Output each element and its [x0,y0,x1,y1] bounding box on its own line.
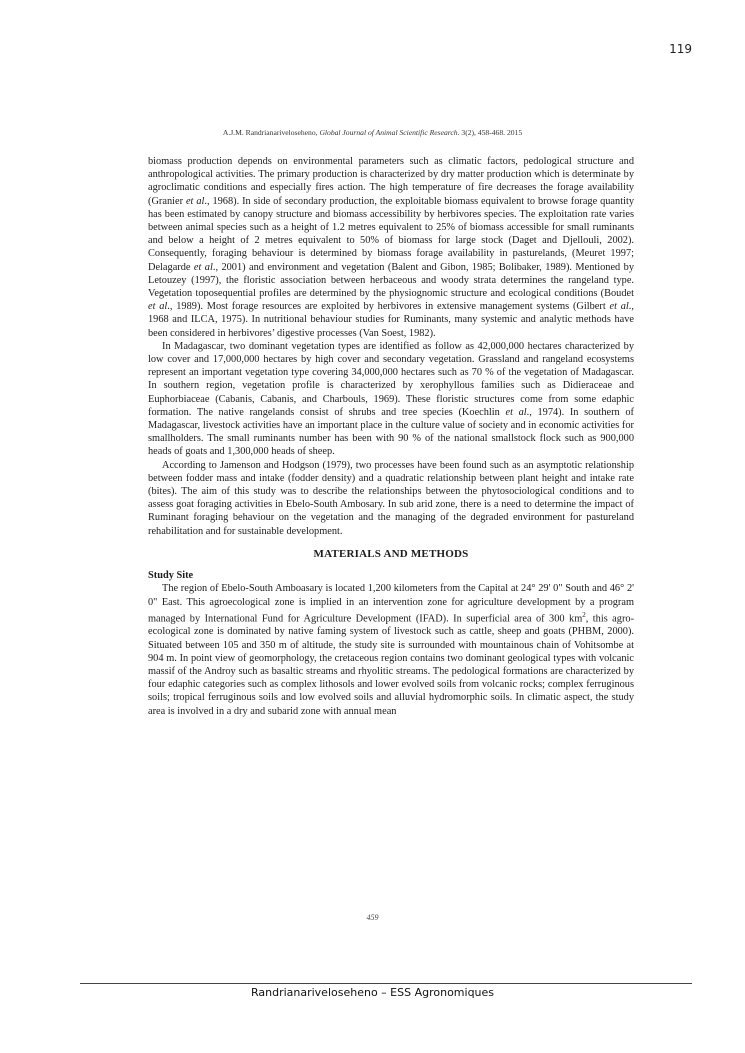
text-run: The region of Ebelo-South Amboasary is located 1,200 kilometers from the Capital at 24° 29' 0" South and 46° 2' 0" East. This agroecological zone is implied in an intervention zone for agriculture development by a program managed by International Fund for Agriculture Development (IFAD). In superficial area of 300 km [148,583,634,625]
footer-text: Randrianarivelоseheno – ESS Agronomiques [250,986,495,999]
italic-run: et al [609,301,629,313]
article-body [148,155,634,718]
paragraph-aim: According to Jamenson and Hodgson (1979), two processes have been found such as an asymptotic relationship between fodder mass and intake (fodder density) and a quadratic relationship between plant height and intake rate (bites). The aim of this study was to describe the relationships between the phytosociological conditions and to assess goat foraging activities in Ebelo-South Ambosary. In sub arid zone, there is a need to determine the impact of Ruminant foraging behaviour on the vegetation and the managing of the degraded environment for pastureland rehabilitation and for sustainable development. [148,459,634,537]
text-run: ., 1974). In southern of Madagascar, livestock activities have an important place in the culture value of society and in economic activities for smallholders. The small ruminants number has been with 90 % of the national smallstock flock such as 900,000 heads of goats and 1,300,000 heads of sheep. [148,406,634,458]
italic-run: et al [148,301,168,313]
subsection-heading: Study Site [148,570,194,582]
italic-run: et al [193,261,213,273]
italic-run: et al [185,195,205,207]
text-run: , this agro-ecological zone is dominated by native faming system of livestock such as cattle, sheep and goats (PHBM, 2000). Situated between 105 and 350 m of altitude, the study site is surrounded with mountainous chain of Vohitsombe at 904 m. In point view of geomorphology, the cretaceous region contains two dominant geological types with volcanic massif of the Androy such as basaltic streams and rhyolitic streams. The pedological formations are characterized by four edaphic categories such as complex lithosols and lower evolved soils from volcanic rocks; complex ferruginous soils; tropical ferruginous soils and low evolved soils and alluvial hydromorphic soils. In climatic aspect, the study area is involved in a dry and subarid zone with annual mean [148,613,635,717]
paragraph-madagascar [148,340,634,459]
text-run: ., 1968 and ILCA, 1975). In nutritional behaviour studies for Ruminants, many systemic and analytic methods have been considered in herbivores’ digestive processes (Van Soest, 1982). [148,301,634,339]
text-run: ., 1968). In side of secondary production, the exploitable biomass equivalent to browse forage quantity has been estimated by canopy structure and biomass accessibility by herbivores species. The exploitation rate varies between animal species such as a height of 1.2 metres equivalent to 25% of biomass accessible for small ruminants and below a height of 2 metres equivalent to 50% of biomass for large stock (Daget and Djellouli, 2002). Consequently, foraging behaviour is determined by biomass forage availability in pasturelands, (Meuret 1997; Delagarde [148,195,634,273]
text-run: ., 1989). Most forage resources are exploited by herbivores in extensive management systems (Gilbert [167,301,610,313]
italic-run: et al [505,406,527,418]
citation-authors: A.J.M. Randrianarivelosehenо, [222,128,320,137]
page-number: 119 [669,42,692,56]
text-run: biomass production depends on environmental parameters such as climatic factors, pedological structure and anthropological activities. The primary production is characterized by dry matter production which is determinate by agroclimatic conditions and especially fires action. The high temperature of fire decreases the forage availability (Granier [148,156,634,207]
running-header [0,128,745,137]
citation-volume-pages: . 3(2), 458-468. 2015 [457,128,523,137]
superscript: 2 [582,610,586,619]
folio-number: 459 [366,913,379,922]
section-heading: MATERIALS AND METHODS [313,547,469,560]
footer-divider [80,983,692,984]
paragraph-study-site [148,582,634,717]
citation-journal: Global Journal of Animal Scientific Research [319,128,458,137]
paragraph-biomass [148,155,634,340]
text-run: In Madagascar, two dominant vegetation types are identified as follow as 42,000,000 hectares characterized by low cover and 17,000,000 hectares by high cover and secondary vegetation. Grassland and rangeland ecosystems represent an important vegetation type covering 34,000,000 hectares such as 70 % of the vegetation of Madagascar. In southern region, vegetation profile is characterized by xerophyllous families such as Didieraceae and Euphorbiaceae (Cabanis, Cabanis, and Charbouls, 1969). These floristic structures come from some edaphic formation. The native rangelands consist of shrubs and tree species (Koechlin [148,340,634,418]
text-run: ., 2001) and environment and vegetation (Balent and Gibon, 1985; Bolibaker, 1989). Mentioned by Letouzey (1997), the floristic association between herbaceous and woody strata determines the rangeland type. Vegetation toposequential profiles are determined by the physiognomic structure and ecological conditions (Boudet [148,261,634,300]
